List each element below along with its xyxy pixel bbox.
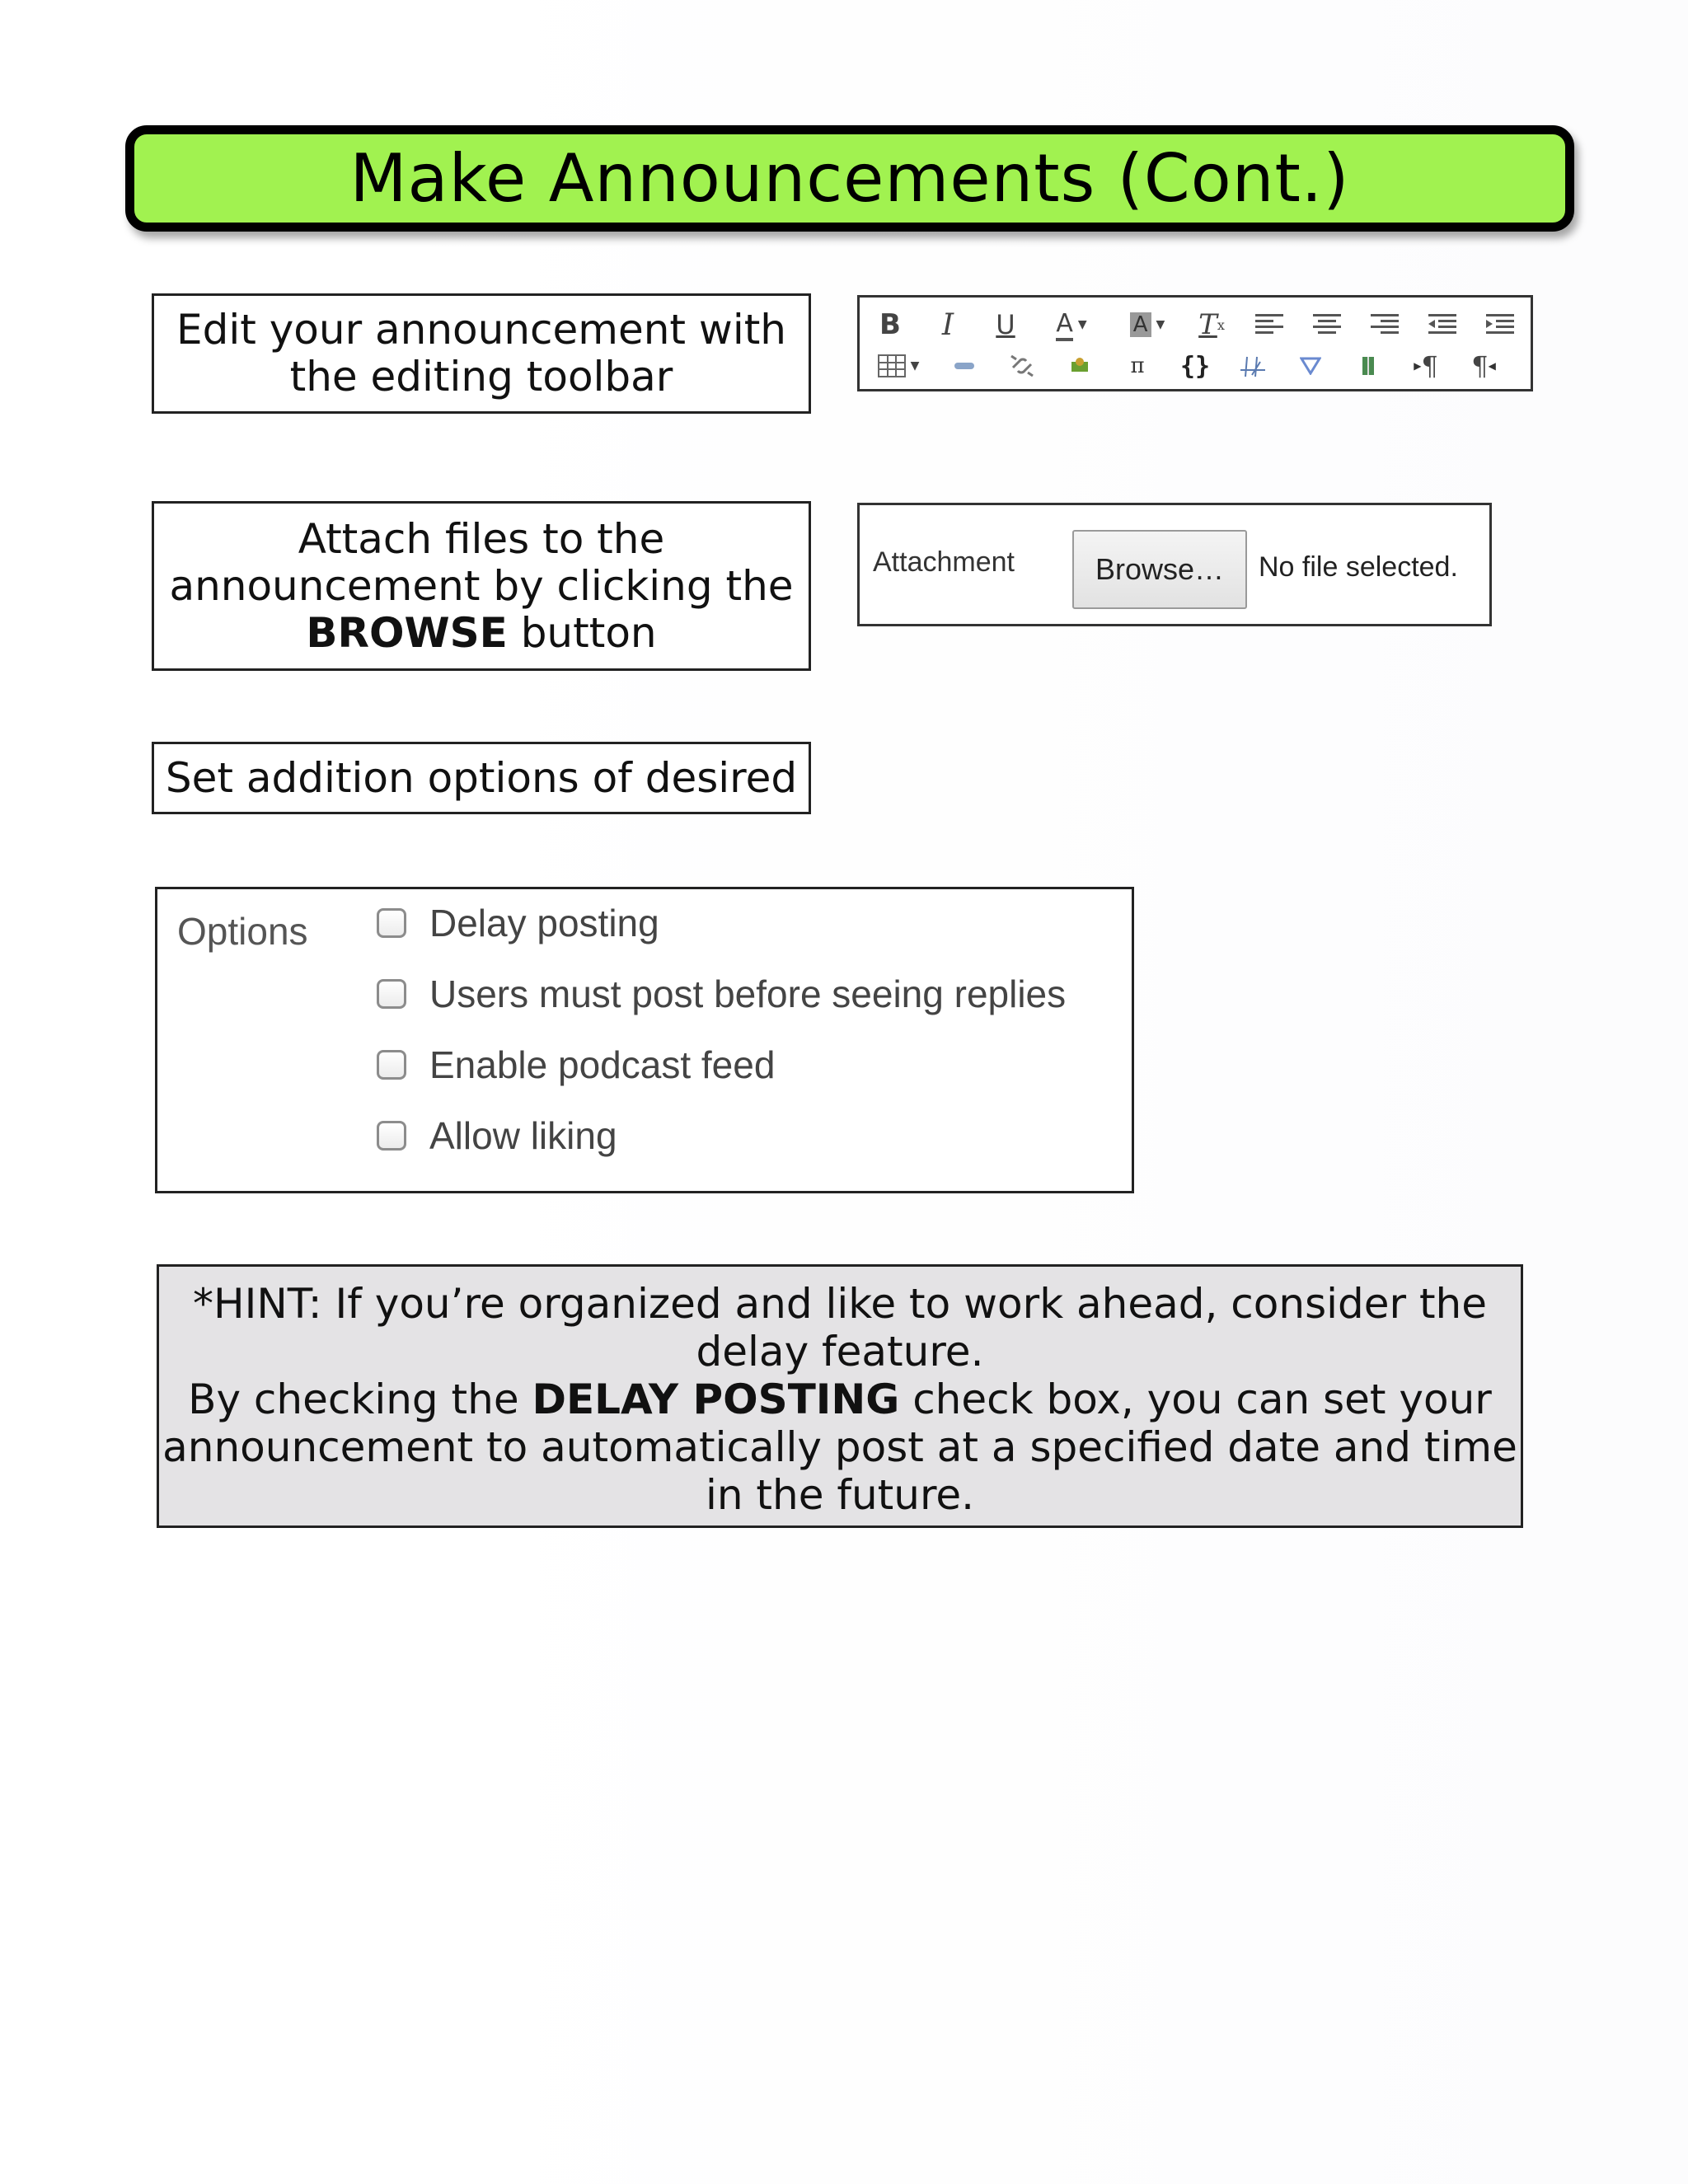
ltr-paragraph-icon[interactable]: ▶ ¶	[1414, 350, 1438, 382]
options-panel	[155, 887, 1134, 1193]
file-status: No file selected.	[1259, 551, 1458, 583]
attach-caption-rest: button	[507, 608, 657, 657]
hint-line-2: delay feature.	[696, 1328, 984, 1376]
attach-caption-line3	[169, 610, 793, 657]
title-banner	[125, 125, 1574, 232]
delay-posting-emphasis: DELAY POSTING	[532, 1376, 900, 1423]
align-center-icon[interactable]	[1306, 306, 1348, 344]
option-podcast-feed[interactable]	[377, 1036, 775, 1094]
attach-caption	[152, 501, 811, 671]
editing-toolbar	[857, 295, 1533, 391]
align-right-icon[interactable]	[1364, 306, 1405, 344]
delay-posting-checkbox[interactable]	[377, 908, 406, 938]
allow-liking-checkbox[interactable]	[377, 1121, 406, 1151]
option-delay-posting[interactable]	[377, 894, 659, 952]
formula-icon[interactable]	[1232, 347, 1273, 385]
option-post-before-replies[interactable]	[377, 965, 1066, 1023]
text-color-icon[interactable]: A ▼	[1043, 306, 1100, 344]
hint-line-1: *HINT: If you’re organized and like to work ahead, consider the	[192, 1280, 1488, 1328]
background-color-icon[interactable]: A ▼	[1118, 306, 1176, 344]
hint-line-4: announcement to automatically post at a specified date and time	[162, 1423, 1517, 1471]
table-icon[interactable]	[870, 347, 927, 385]
underline-icon[interactable]: U	[996, 309, 1015, 340]
chevron-down-icon: ▼	[910, 359, 920, 373]
attach-caption-line1: Attach files to the	[298, 514, 665, 563]
post-before-replies-checkbox[interactable]	[377, 979, 406, 1009]
hint-line-5: in the future.	[705, 1471, 975, 1519]
option-label: Users must post before seeing replies	[429, 972, 1067, 1015]
option-label: Delay posting	[429, 902, 659, 944]
indent-icon[interactable]	[1479, 306, 1521, 344]
bookmark-icon[interactable]	[1348, 347, 1389, 385]
option-label: Enable podcast feed	[429, 1043, 776, 1086]
code-braces-icon[interactable]: {}	[1179, 351, 1211, 381]
toolbar-caption-line1: Edit your announcement with	[176, 306, 786, 354]
rtl-paragraph-icon[interactable]: ¶ ◀	[1471, 350, 1496, 382]
image-icon[interactable]	[1059, 347, 1100, 385]
dropdown-arrow-icon[interactable]	[1290, 347, 1331, 385]
hint-line-3-post: check box, you can set your	[899, 1376, 1492, 1423]
chevron-down-icon: ▼	[1077, 318, 1087, 331]
outdent-icon[interactable]	[1422, 306, 1463, 344]
option-allow-liking[interactable]	[377, 1107, 617, 1165]
options-caption	[152, 742, 811, 814]
attach-caption-line2: announcement by clicking the	[169, 561, 794, 610]
hint-box	[157, 1264, 1523, 1528]
attachment-panel	[857, 503, 1492, 626]
hint-line-3-pre: By checking the	[188, 1376, 532, 1423]
remove-format-icon[interactable]: T x	[1198, 308, 1225, 341]
bold-icon[interactable]: B	[879, 308, 901, 341]
hint-line-3	[159, 1376, 1521, 1423]
unlink-icon[interactable]	[1001, 347, 1043, 385]
option-label: Allow liking	[429, 1114, 617, 1157]
toolbar-caption	[152, 293, 811, 414]
options-label: Options	[177, 910, 308, 953]
toolbar-caption-line2: the editing toolbar	[289, 353, 673, 401]
math-pi-icon[interactable]: π	[1130, 354, 1145, 378]
options-caption-text: Set addition options of desired	[165, 753, 798, 802]
podcast-feed-checkbox[interactable]	[377, 1050, 406, 1080]
page-title: Make Announcements (Cont.)	[349, 140, 1350, 217]
attachment-label: Attachment	[873, 546, 1015, 578]
browse-emphasis: BROWSE	[306, 608, 508, 657]
toolbar-row-1	[870, 306, 1524, 345]
chevron-down-icon: ▼	[1156, 318, 1165, 331]
italic-icon[interactable]: I	[941, 307, 954, 342]
align-left-icon[interactable]	[1249, 306, 1290, 344]
link-icon[interactable]	[944, 347, 985, 385]
toolbar-row-2	[870, 347, 1524, 387]
browse-button[interactable]: Browse…	[1072, 530, 1247, 609]
